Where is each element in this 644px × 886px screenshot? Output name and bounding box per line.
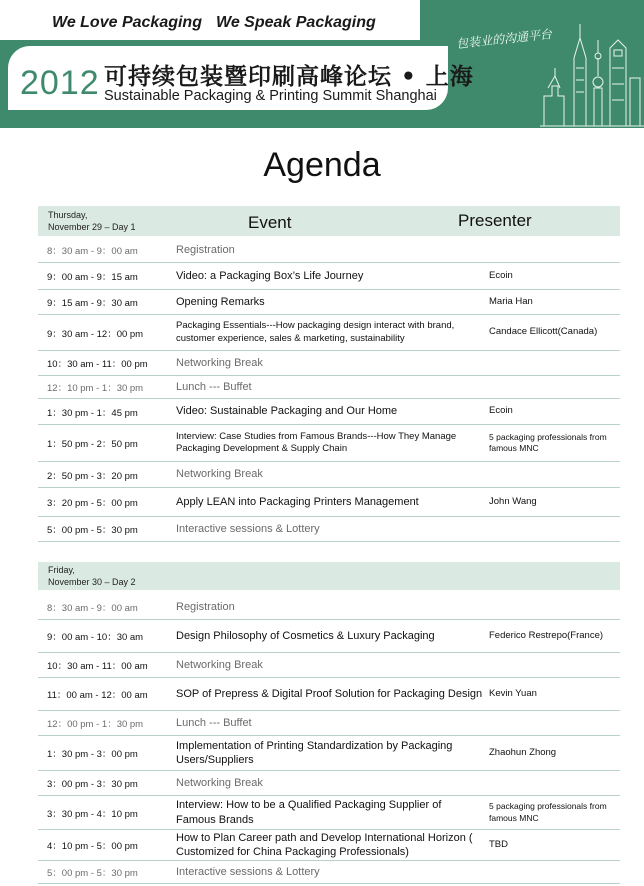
session-time: 5：00 pm - 5：30 pm [47, 868, 138, 879]
event-year: 2012 [20, 64, 100, 102]
handwritten-tagline: 包装业的沟通平台 [455, 27, 553, 51]
session-time: 9：00 am - 9：15 am [47, 272, 138, 283]
day1-date: November 29 – Day 1 [48, 222, 136, 232]
session-time: 8：30 am - 9：00 am [47, 603, 138, 614]
session-title: Registration [176, 243, 235, 256]
session-time: 9：15 am - 9：30 am [47, 298, 138, 309]
session-presenter: Ecoin [489, 269, 513, 281]
day2-header-row [38, 562, 620, 590]
session-presenter: John Wang [489, 495, 537, 507]
session-title: How to Plan Career path and Develop International Horizon ( Customized for China Packaging Professionals) [176, 831, 473, 858]
session-time: 9：00 am - 10：30 am [47, 632, 144, 643]
session-time: 10：30 am - 11：00 am [47, 661, 148, 672]
table-row [38, 595, 620, 620]
session-presenter: Kevin Yuan [489, 687, 537, 699]
session-presenter [489, 462, 619, 487]
day2-weekday: Friday, [48, 565, 75, 575]
table-row [38, 462, 620, 488]
day1-weekday: Thursday, [48, 210, 88, 220]
table-row [38, 796, 620, 830]
table-row [38, 678, 620, 711]
session-time: 1：50 pm - 2：50 pm [47, 439, 138, 450]
table-row [38, 263, 620, 290]
session-presenter: TBD [489, 838, 508, 850]
session-presenter [489, 238, 619, 262]
session-presenter: Maria Han [489, 295, 533, 307]
session-title: Networking Break [176, 658, 263, 671]
session-presenter [489, 376, 619, 398]
session-title: Registration [176, 600, 235, 613]
session-time: 3：30 pm - 4：10 pm [47, 808, 138, 820]
session-presenter [489, 861, 619, 883]
session-title: Opening Remarks [176, 295, 265, 308]
session-time: 2：50 pm - 3：20 pm [47, 470, 138, 482]
header-banner [0, 0, 644, 132]
session-title: Lunch --- Buffet [176, 380, 252, 393]
session-presenter [489, 771, 619, 795]
session-title: Video: a Packaging Box’s Life Journey [176, 269, 364, 282]
session-presenter: Candace Ellicott(Canada) [489, 326, 598, 338]
page-title: Agenda [263, 146, 381, 184]
session-time: 4：10 pm - 5：00 pm [47, 841, 138, 852]
session-time: 11：00 am - 12：00 am [47, 690, 148, 701]
table-row [38, 771, 620, 796]
session-presenter: Zhaohun Zhong [489, 746, 557, 758]
table-row [38, 399, 620, 425]
session-presenter [489, 517, 619, 541]
session-title: Interactive sessions & Lottery [176, 865, 320, 878]
table-row [38, 351, 620, 376]
session-title: Interactive sessions & Lottery [176, 522, 320, 535]
session-title: Design Philosophy of Cosmetics & Luxury Packaging [176, 629, 435, 642]
table-row [38, 830, 620, 861]
session-title: Networking Break [176, 356, 263, 369]
session-time: 9：30 am - 12：00 pm [47, 328, 144, 340]
session-title: Networking Break [176, 468, 263, 481]
session-time: 10：30 am - 11：00 pm [47, 359, 148, 370]
session-presenter [489, 711, 619, 735]
table-row [38, 711, 620, 736]
session-presenter: Ecoin [489, 405, 513, 417]
session-time: 8：30 am - 9：00 am [47, 246, 138, 257]
session-presenter: 5 packaging professionals from famous MNC [489, 801, 607, 823]
day1-header-row [38, 206, 620, 236]
session-time: 3：20 pm - 5：00 pm [47, 498, 138, 509]
session-title: Interview: How to be a Qualified Packaging Supplier of Famous Brands [176, 799, 442, 826]
presenter-column-header: Presenter [458, 211, 532, 230]
event-column-header: Event [248, 213, 292, 232]
session-time: 1：30 pm - 3：00 pm [47, 749, 138, 760]
slogan-speak: We Speak Packaging [216, 14, 376, 31]
table-row [38, 315, 620, 351]
table-row [38, 861, 620, 884]
table-row [38, 238, 620, 263]
table-row [38, 376, 620, 399]
day2-date: November 30 – Day 2 [48, 577, 136, 587]
shanghai-skyline-icon [540, 18, 644, 128]
session-title: Networking Break [176, 776, 263, 789]
session-presenter: Federico Restrepo(France) [489, 629, 604, 641]
event-title-english: Sustainable Packaging & Printing Summit Shanghai [104, 88, 437, 104]
table-row [38, 653, 620, 678]
session-title: Lunch --- Buffet [176, 716, 252, 729]
table-row [38, 736, 620, 771]
slogan-love: We Love Packaging [52, 14, 202, 31]
session-title: SOP of Prepress & Digital Proof Solution for Packaging Design [176, 687, 483, 700]
session-time: 3：00 pm - 3：30 pm [47, 779, 138, 790]
session-presenter [489, 653, 619, 677]
table-row [38, 290, 620, 315]
session-title: Video: Sustainable Packaging and Our Home [176, 405, 398, 418]
table-row [38, 517, 620, 542]
session-time: 1：30 pm - 1：45 pm [47, 407, 138, 419]
session-title: Packaging Essentials---How packaging design interact with brand, customer experience, sales & marketing, sustainability [176, 320, 455, 344]
session-title: Interview: Case Studies from Famous Brands---How They Manage Packaging Development & Supply Chain [176, 430, 457, 454]
table-row [38, 488, 620, 517]
session-time: 12：00 pm - 1：30 pm [47, 719, 144, 730]
table-row [38, 425, 620, 462]
session-presenter [489, 351, 619, 375]
session-time: 12：10 pm - 1：30 pm [47, 383, 144, 394]
session-title: Apply LEAN into Packaging Printers Management [176, 495, 419, 508]
session-presenter: 5 packaging professionals from famous MNC [489, 431, 607, 453]
event-title-chinese: 可持续包装暨印刷高峰论坛 • 上海 [104, 64, 474, 90]
session-presenter [489, 595, 619, 619]
table-row [38, 620, 620, 653]
session-title: Implementation of Printing Standardization by Packaging Users/Suppliers [176, 739, 453, 766]
session-time: 5：00 pm - 5：30 pm [47, 525, 138, 536]
